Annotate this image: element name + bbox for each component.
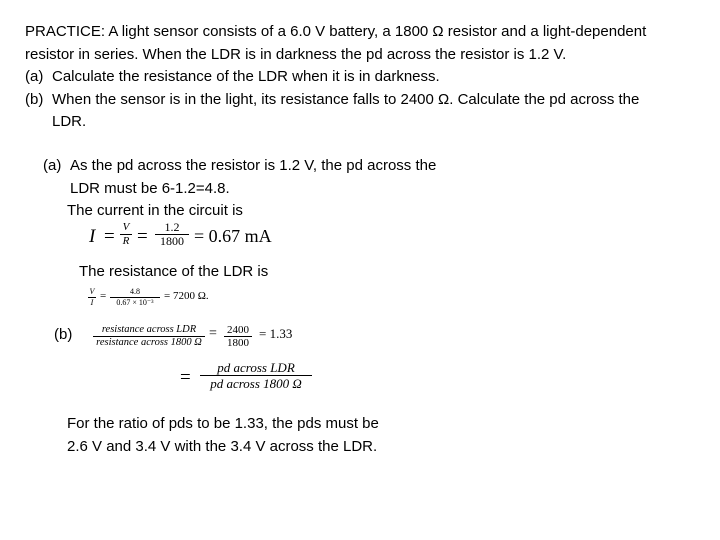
question-part-b-text-1: When the sensor is in the light, its resistance falls to 2400 Ω. Calculate the pd across the — [52, 91, 640, 108]
fraction-denominator: 1800 — [227, 337, 249, 349]
fraction-denominator: I — [90, 298, 94, 307]
answer-a-line-4: The resistance of the LDR is — [79, 263, 269, 280]
answer-b-label: (b) — [54, 326, 73, 343]
fraction-denominator: 1800 — [160, 234, 184, 248]
answer-b-conclusion-1: For the ratio of pds to be 1.33, the pds must be — [67, 415, 379, 432]
fraction-denominator: pd across 1800 Ω — [210, 376, 302, 391]
fraction-numerator: 4.8 — [110, 287, 160, 298]
answer-a-line-3: The current in the circuit is — [67, 202, 243, 219]
resistance-result: = 7200 Ω. — [164, 290, 209, 302]
answer-a-label: (a) — [43, 157, 62, 174]
fraction-numerator: 2400 — [224, 324, 252, 337]
fraction-denominator: 0.67 × 10⁻³ — [116, 298, 154, 307]
current-result: = 0.67 mA — [194, 226, 272, 246]
equals-sign: = — [100, 290, 107, 302]
fraction-numerator: V — [89, 287, 95, 296]
question-part-b-text-2: LDR. — [52, 113, 87, 130]
numeric-fraction — [110, 287, 160, 308]
fraction-numerator: resistance across LDR — [93, 324, 205, 337]
answer-b-conclusion-2: 2.6 V and 3.4 V with the 3.4 V across the LDR. — [67, 438, 378, 455]
fraction-numerator: V — [120, 221, 132, 235]
equals-sign: = — [104, 226, 115, 247]
question-part-a-label: (a) — [25, 68, 44, 85]
pd-ratio-fraction — [200, 360, 312, 391]
question-part-b-label: (b) — [25, 91, 44, 108]
equals-sign: = — [137, 226, 148, 247]
question-line-2: resistor in series. When the LDR is in darkness the pd across the resistor is 1.2 V. — [25, 46, 567, 63]
answer-a-line-1: As the pd across the resistor is 1.2 V, the pd across the — [70, 157, 437, 174]
question-line-1: PRACTICE: A light sensor consists of a 6.0 V battery, a 1800 Ω resistor and a light-dependent — [25, 23, 647, 40]
equals-sign: = — [209, 326, 217, 341]
fraction-denominator: R — [122, 235, 130, 247]
fraction-numerator: pd across LDR — [200, 360, 312, 376]
current-symbol: I — [89, 226, 96, 247]
v-over-i-fraction — [88, 287, 96, 308]
resistance-ratio-fraction — [93, 324, 205, 349]
numeric-fraction — [224, 324, 252, 349]
answer-a-line-2: LDR must be 6-1.2=4.8. — [70, 180, 230, 197]
v-over-r-fraction — [120, 221, 132, 248]
equals-sign: = — [180, 367, 191, 388]
ratio-result: = 1.33 — [259, 326, 293, 341]
fraction-denominator: resistance across 1800 Ω — [96, 337, 202, 348]
fraction-numerator: 1.2 — [155, 221, 189, 235]
numeric-fraction — [155, 221, 189, 248]
question-part-a-text: Calculate the resistance of the LDR when it is in darkness. — [52, 68, 440, 85]
